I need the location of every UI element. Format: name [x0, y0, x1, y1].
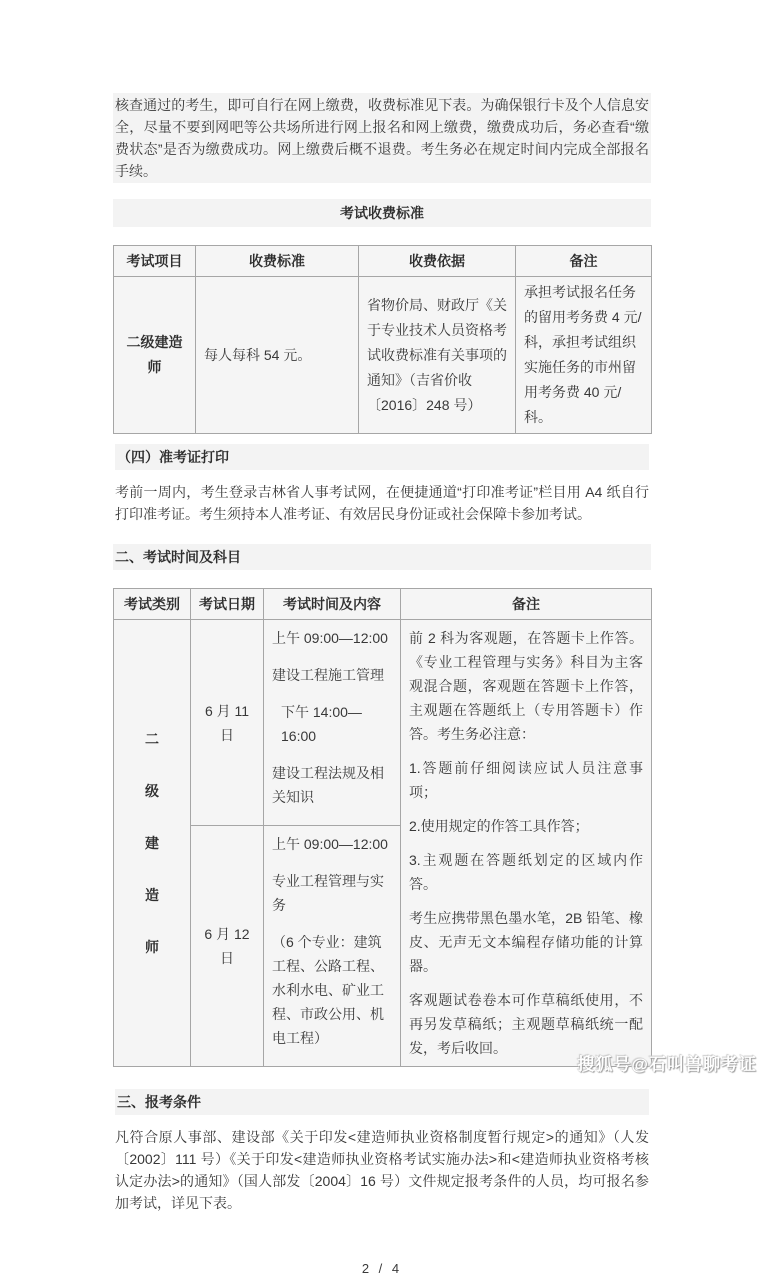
fee-header-standard: 收费标准 [196, 246, 359, 277]
fee-table-header-row [114, 246, 652, 277]
admission-ticket-section [113, 442, 651, 528]
fee-header-basis: 收费依据 [359, 246, 516, 277]
schedule-header-category: 考试类别 [114, 589, 191, 620]
fee-table-data-row [114, 277, 652, 434]
schedule-cell-notes [401, 620, 652, 1067]
schedule-cell-date-day1: 6 月 11 日 [191, 620, 264, 826]
fee-cell-project: 二级建造师 [114, 277, 196, 434]
page-number: 2 / 4 [361, 1261, 403, 1276]
schedule-note-1: 1.答题前仔细阅读应试人员注意事项； [409, 760, 643, 800]
fee-header-note: 备注 [516, 246, 652, 277]
schedule-row-day1 [114, 620, 652, 826]
watermark-text: 搜狐号@石叫兽聊考证 [577, 1055, 757, 1074]
schedule-cell-time-day1 [264, 620, 401, 826]
schedule-header-time: 考试时间及内容 [264, 589, 401, 620]
day2-subject: 专业工程管理与实务 [272, 873, 384, 913]
category-vertical-text: 二级建造师 [145, 731, 159, 955]
fee-cell-standard: 每人每科 54 元。 [196, 277, 359, 434]
fee-cell-note: 承担考试报名任务的留用考务费 4 元/科，承担考试组织实施任务的市州留用考务费 40 元/科。 [516, 277, 652, 434]
schedule-header-note: 备注 [401, 589, 652, 620]
day1-time-morning: 上午 09:00—12:00 [272, 630, 388, 646]
schedule-note-4: 考生应携带黑色墨水笔，2B 铅笔、橡皮、无声无文本编程存储功能的计算器。 [409, 910, 643, 974]
schedule-header-date: 考试日期 [191, 589, 264, 620]
day2-majors: （6 个专业：建筑工程、公路工程、水利水电、矿业工程、市政公用、机电工程） [272, 934, 384, 1046]
admission-ticket-heading: （四）准考证打印 [115, 444, 649, 470]
fee-cell-basis: 省物价局、财政厅《关于专业技术人员资格考试收费标准有关事项的通知》（吉省价收〔2016〕248 号） [359, 277, 516, 434]
schedule-note-0: 前 2 科为客观题，在答题卡上作答。《专业工程管理与实务》科目为主客观混合题，客观题在答题卡上作答，主观题在答题纸上（专用答题卡）作答。考生务必注意： [409, 630, 643, 742]
requirements-section [113, 1087, 651, 1217]
fee-table-title: 考试收费标准 [113, 199, 651, 227]
intro-paragraph: 核查通过的考生，即可自行在网上缴费，收费标准见下表。为确保银行卡及个人信息安全，尽量不要到网吧等公共场所进行网上报名和网上缴费，缴费成功后，务必查看“缴费状态”是否为缴费成功。网上缴费后概不退费。考生务必在规定时间内完成全部报名手续。 [115, 97, 649, 179]
requirements-heading: 三、报考条件 [115, 1089, 649, 1115]
fee-table [113, 245, 652, 434]
day1-time-afternoon: 下午 14:00—16:00 [281, 704, 362, 744]
schedule-note-5: 客观题试卷卷本可作草稿纸使用，不再另发草稿纸；主观题草稿纸统一配发，考后收回。 [409, 992, 643, 1056]
intro-paragraph-block [113, 93, 651, 183]
schedule-table [113, 588, 652, 1067]
fee-header-project: 考试项目 [114, 246, 196, 277]
schedule-note-2: 2.使用规定的作答工具作答； [409, 818, 589, 834]
schedule-section-heading: 二、考试时间及科目 [113, 544, 651, 570]
day1-subject-morning: 建设工程施工管理 [272, 667, 384, 683]
day1-subject-afternoon: 建设工程法规及相关知识 [272, 765, 384, 805]
schedule-cell-date-day2: 6 月 12 日 [191, 826, 264, 1067]
schedule-note-3: 3.主观题在答题纸划定的区域内作答。 [409, 852, 643, 892]
schedule-header-row [114, 589, 652, 620]
requirements-paragraph: 凡符合原人事部、建设部《关于印发<建造师执业资格制度暂行规定>的通知》（人发〔2002〕111 号）《关于印发<建造师执业资格考试实施办法>和<建造师执业资格考核认定办法>的通知》（国人部发〔2004〕16 号）文件规定报考条件的人员，均可报名参加考试，详见下表。 [115, 1129, 649, 1211]
admission-ticket-paragraph: 考前一周内，考生登录吉林省人事考试网，在便捷通道“打印准考证”栏目用 A4 纸自行打印准考证。考生须持本人准考证、有效居民身份证或社会保障卡参加考试。 [115, 484, 649, 522]
page-content [113, 93, 651, 1276]
schedule-cell-category [114, 620, 191, 1067]
schedule-cell-time-day2 [264, 826, 401, 1067]
day2-time-morning: 上午 09:00—12:00 [272, 836, 388, 852]
